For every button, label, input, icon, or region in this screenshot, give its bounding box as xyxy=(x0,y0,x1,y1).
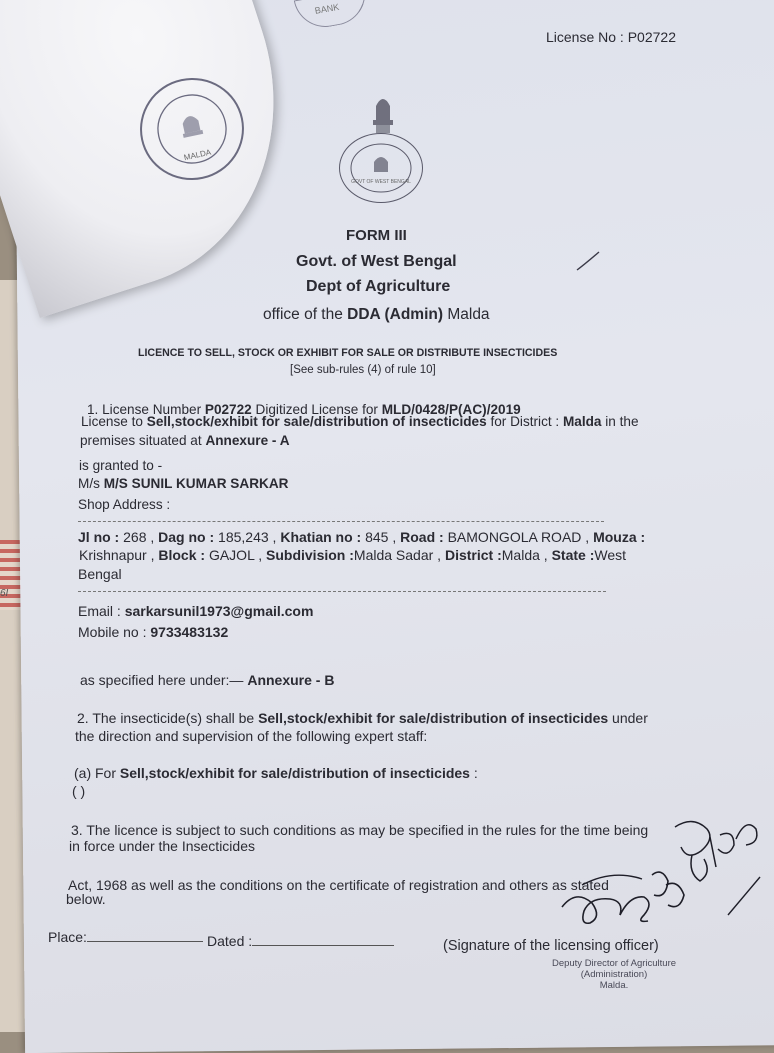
addr-khatian: 845 , xyxy=(361,529,401,545)
divider-bottom xyxy=(78,591,606,592)
place-blank xyxy=(87,941,203,942)
addr-jl-label: Jl no : xyxy=(78,529,120,545)
place-label: Place: xyxy=(48,929,87,945)
license-activity: Sell,stock/exhibit for sale/distribution of insecticides xyxy=(146,414,487,429)
annexure-b: Annexure - B xyxy=(247,672,335,688)
address-line3: Bengal xyxy=(78,566,122,582)
pen-tick-mark xyxy=(575,250,601,272)
addr-jl: 268 , xyxy=(119,529,159,545)
specified-line xyxy=(80,672,334,688)
para1-l3a: premises situated at xyxy=(80,433,206,448)
addr-subdivision-label: Subdivision : xyxy=(266,547,354,563)
addr-district: Malda , xyxy=(501,547,552,563)
office-seal xyxy=(131,68,254,189)
email-line xyxy=(78,603,313,619)
email-label: Email : xyxy=(78,603,125,619)
para2-l1a: 2. The insecticide(s) shall be xyxy=(77,710,259,726)
govt-title: Govt. of West Bengal xyxy=(296,253,457,270)
officer-stamp-line1: Deputy Director of Agriculture xyxy=(551,958,677,969)
addr-block-label: Block : xyxy=(158,547,206,563)
state-emblem-icon xyxy=(368,94,398,136)
granted-to: is granted to - xyxy=(79,458,163,473)
form-title: FORM III xyxy=(346,227,407,244)
license-number-header: License No : P02722 xyxy=(546,29,676,45)
govt-seal xyxy=(339,133,423,203)
addr-mouza-label: Mouza : xyxy=(593,529,646,545)
dated-blank xyxy=(252,945,394,946)
shop-address-label: Shop Address : xyxy=(78,497,171,512)
para3-line2: in force under the Insecticides xyxy=(69,838,255,854)
para1-l1c: Digitized License for xyxy=(251,402,382,417)
para1-l2e: in the xyxy=(601,414,639,429)
bank-stamp-text: BANK xyxy=(314,1,340,16)
office-title xyxy=(263,306,490,324)
para-a-activity: Sell,stock/exhibit for sale/distribution of insecticides xyxy=(119,765,470,781)
para-a-l1c: : xyxy=(469,765,478,781)
addr-dag: 185,243 , xyxy=(214,529,281,545)
addr-khatian-label: Khatian no : xyxy=(280,529,362,545)
dept-title: Dept of Agriculture xyxy=(306,278,451,295)
background-mark: 6I xyxy=(0,588,9,599)
office-prefix: office of the xyxy=(263,306,348,323)
addr-block: GAJOL , xyxy=(205,547,267,563)
signature-caption: (Signature of the licensing officer) xyxy=(443,938,659,954)
digitized-license: MLD/0428/P(AC)/2019 xyxy=(381,402,521,417)
officer-stamp xyxy=(536,958,692,991)
act-line2: below. xyxy=(66,891,106,907)
dated-field xyxy=(207,933,394,949)
para1-line3 xyxy=(80,433,290,448)
para2-l1c: under xyxy=(608,710,648,726)
handwritten-signature xyxy=(560,815,774,935)
addr-state: West xyxy=(594,547,627,563)
specified-text: as specified here under:— xyxy=(80,672,248,688)
office-bold: DDA (Admin) xyxy=(347,306,444,323)
mobile-value: 9733483132 xyxy=(150,624,229,640)
district-name: Malda xyxy=(562,414,602,429)
addr-road-label: Road : xyxy=(400,529,444,545)
office-suffix: Malda xyxy=(443,306,490,323)
office-seal-text: MALDA xyxy=(182,147,212,162)
para1-l1a: 1. License Number xyxy=(87,402,205,417)
sub-rules: [See sub-rules (4) of rule 10] xyxy=(290,364,436,376)
govt-seal-caption: GOVT OF WEST BENGAL xyxy=(351,179,411,185)
para-a-line2: ( ) xyxy=(72,783,86,799)
para1-l2c: for District : xyxy=(486,414,563,429)
divider-top xyxy=(78,521,604,522)
addr-state-label: State : xyxy=(551,547,595,563)
address-line1 xyxy=(78,529,645,545)
firm-holder: M/S SUNIL KUMAR SARKAR xyxy=(103,476,289,491)
officer-stamp-line3: Malda. xyxy=(599,980,629,991)
para-a-l1a: (a) For xyxy=(74,765,120,781)
licence-subtitle: LICENCE TO SELL, STOCK OR EXHIBIT FOR SALE OR DISTRIBUTE INSECTICIDES xyxy=(138,347,558,359)
para2-line1 xyxy=(77,710,648,726)
para2-line2: the direction and supervision of the following expert staff: xyxy=(75,728,428,744)
addr-road: BAMONGOLA ROAD , xyxy=(443,529,594,545)
govt-seal-emblem-icon xyxy=(340,134,422,202)
officer-stamp-line2: (Administration) xyxy=(580,969,648,980)
act-line1: Act, 1968 as well as the conditions on the certificate of registration and others as stated xyxy=(68,877,609,893)
addr-mouza: Krishnapur , xyxy=(79,547,159,563)
firm-prefix: M/s xyxy=(78,476,104,491)
addr-subdivision: Malda Sadar , xyxy=(353,547,445,563)
address-line2 xyxy=(79,547,626,563)
bank-stamp xyxy=(294,0,370,32)
addr-dag-label: Dag no : xyxy=(158,529,215,545)
para-a-line1 xyxy=(74,765,478,781)
para1-l2a: License to xyxy=(81,414,147,429)
mobile-label: Mobile no : xyxy=(78,624,151,640)
para2-activity: Sell,stock/exhibit for sale/distribution of insecticides xyxy=(258,710,609,726)
mobile-line xyxy=(78,624,228,640)
firm-name xyxy=(78,476,288,491)
place-field xyxy=(48,929,203,945)
para3-line1: 3. The licence is subject to such conditions as may be specified in the rules for the time being xyxy=(71,822,649,838)
annexure-a: Annexure - A xyxy=(205,433,290,448)
license-number: P02722 xyxy=(204,402,252,417)
addr-district-label: District : xyxy=(444,547,502,563)
dated-label: Dated : xyxy=(207,933,253,949)
email-value: sarkarsunil1973@gmail.com xyxy=(124,603,314,619)
para1-line2 xyxy=(81,414,639,429)
